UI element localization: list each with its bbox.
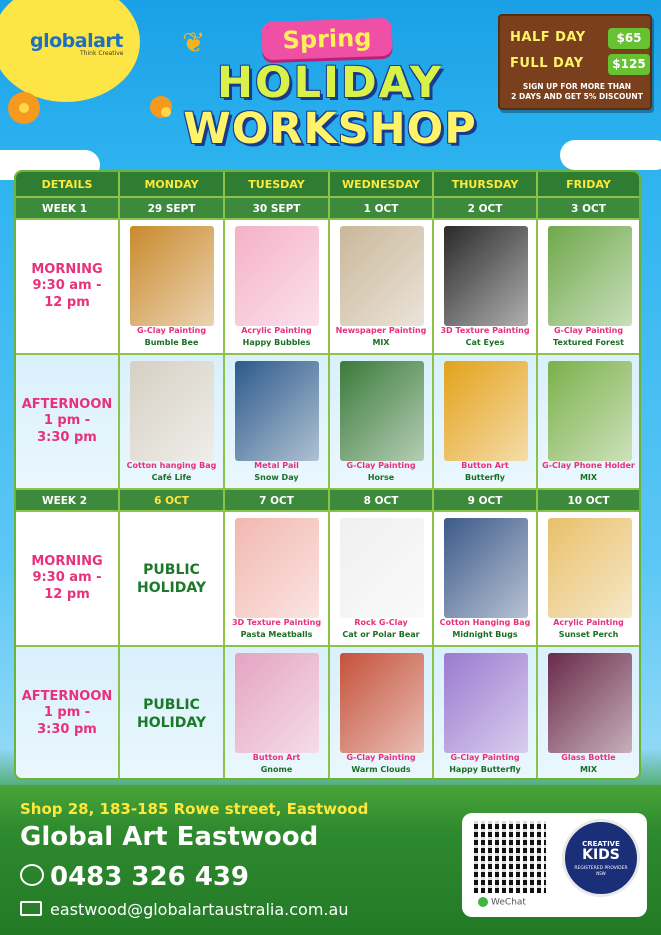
discount-note [506, 82, 648, 102]
activity-image [235, 361, 319, 461]
activity-card[interactable] [434, 647, 538, 780]
date-cell: 29 SEPT [120, 198, 225, 220]
wechat-label [478, 897, 526, 908]
cloud-decoration [560, 140, 661, 170]
column-header: THURSDAY [434, 172, 538, 198]
phone-text: 0483 326 439 [50, 862, 250, 892]
qr-pattern [474, 821, 546, 893]
email-icon [20, 901, 42, 916]
activity-subtitle: Happy Butterfly [449, 765, 521, 774]
activity-card[interactable] [538, 647, 641, 780]
activity-subtitle: Sunset Perch [558, 630, 619, 639]
half-day-price: $65 [608, 28, 650, 49]
date-cell: 8 OCT [330, 490, 434, 512]
activity-title: 3D Texture Painting [231, 618, 322, 627]
badge-line3: REGISTERED PROVIDER [574, 866, 628, 871]
activity-title: Button Art [461, 461, 509, 470]
half-day-row [510, 28, 650, 50]
activity-image [130, 361, 214, 461]
full-day-row [510, 54, 650, 76]
activity-image [130, 226, 214, 326]
activity-subtitle: Café Life [151, 473, 192, 482]
activity-subtitle: Cat or Polar Bear [342, 630, 420, 639]
session-label [16, 512, 120, 647]
price-board [498, 14, 652, 110]
session-name: AFTERNOON [21, 397, 113, 412]
activity-card[interactable] [330, 512, 434, 647]
activity-image [444, 226, 528, 326]
badge-line4: NSW [596, 871, 606, 876]
activity-image [235, 226, 319, 326]
activity-subtitle: Bumble Bee [144, 338, 199, 347]
qr-card [462, 813, 647, 917]
butterfly-icon: ❦ [182, 26, 206, 59]
activity-title: G-Clay Phone Holder [542, 461, 635, 470]
session-time-end: 12 pm [44, 295, 90, 310]
activity-card[interactable] [434, 355, 538, 490]
session-label [16, 355, 120, 490]
wechat-icon [478, 897, 488, 907]
creative-kids-badge [562, 819, 640, 897]
activity-image [340, 518, 424, 618]
session-label [16, 220, 120, 355]
activity-subtitle: Textured Forest [553, 338, 624, 347]
activity-image [340, 653, 424, 753]
activity-card[interactable] [538, 512, 641, 647]
column-header: DETAILS [16, 172, 120, 198]
activity-image [444, 518, 528, 618]
activity-image [340, 226, 424, 326]
activity-card[interactable] [120, 220, 225, 355]
column-header: WEDNESDAY [330, 172, 434, 198]
activity-title: Acrylic Painting [241, 326, 312, 335]
date-cell: 9 OCT [434, 490, 538, 512]
session-time-start: 9:30 am - [32, 278, 102, 293]
email-text: eastwood@globalartaustralia.com.au [50, 900, 349, 919]
activity-image [444, 653, 528, 753]
week-label: WEEK 1 [16, 198, 120, 220]
activity-image [548, 226, 632, 326]
activity-title: G-Clay Painting [450, 753, 520, 762]
email-address[interactable] [20, 900, 348, 919]
badge-line1: CREATIVE [582, 840, 620, 848]
column-header: FRIDAY [538, 172, 641, 198]
activity-subtitle: Warm Clouds [351, 765, 411, 774]
activity-title: Glass Bottle [561, 753, 616, 762]
public-holiday-cell: PUBLIC HOLIDAY [120, 512, 225, 647]
activity-title: Metal Pail [254, 461, 299, 470]
phone-number[interactable] [20, 862, 249, 892]
activity-card[interactable] [225, 355, 330, 490]
public-holiday-cell: PUBLIC HOLIDAY [120, 647, 225, 780]
session-name: MORNING [31, 554, 103, 569]
column-header: MONDAY [120, 172, 225, 198]
activity-subtitle: Snow Day [254, 473, 299, 482]
activity-title: 3D Texture Painting [440, 326, 530, 335]
activity-card[interactable] [330, 355, 434, 490]
full-day-label: FULL DAY [510, 56, 584, 71]
activity-card[interactable] [330, 220, 434, 355]
activity-title: Newspaper Painting [335, 326, 427, 335]
date-cell: 10 OCT [538, 490, 641, 512]
title-workshop: WORKSHOP [183, 104, 477, 154]
activity-subtitle: Cat Eyes [465, 338, 505, 347]
activity-card[interactable] [330, 647, 434, 780]
schedule-table [14, 170, 641, 780]
session-time-end: 12 pm [44, 587, 90, 602]
activity-image [235, 518, 319, 618]
activity-card[interactable] [225, 220, 330, 355]
activity-title: Cotton Hanging Bag [439, 618, 531, 627]
activity-subtitle: Gnome [260, 765, 293, 774]
logo-tagline: Think Creative [80, 50, 124, 57]
activity-image [235, 653, 319, 753]
date-cell: 30 SEPT [225, 198, 330, 220]
activity-title: Acrylic Painting [553, 618, 624, 627]
activity-title: G-Clay Painting [136, 326, 207, 335]
whatsapp-icon [20, 864, 44, 886]
title-holiday: HOLIDAY [217, 58, 443, 108]
flower-icon [8, 92, 40, 124]
business-name: Global Art Eastwood [20, 822, 319, 852]
activity-image [548, 518, 632, 618]
activity-title: Cotton hanging Bag [126, 461, 217, 470]
date-cell: 1 OCT [330, 198, 434, 220]
activity-card[interactable] [225, 512, 330, 647]
activity-subtitle: Butterfly [465, 473, 505, 482]
activity-card[interactable] [434, 512, 538, 647]
wechat-text: WeChat [491, 897, 526, 908]
activity-subtitle: Midnight Bugs [452, 630, 518, 639]
activity-title: G-Clay Painting [346, 753, 416, 762]
activity-subtitle: MIX [579, 765, 598, 774]
activity-card[interactable] [434, 220, 538, 355]
activity-subtitle: Happy Bubbles [242, 338, 311, 347]
session-time-start: 9:30 am - [32, 570, 102, 585]
activity-title: Button Art [252, 753, 301, 762]
full-day-price: $125 [608, 54, 650, 75]
session-label [16, 647, 120, 780]
date-cell: 6 OCT [120, 490, 225, 512]
discount-note-line1: SIGN UP FOR MORE THAN [522, 82, 632, 91]
session-name: MORNING [31, 262, 103, 277]
brand-logo[interactable] [30, 30, 140, 57]
activity-image [444, 361, 528, 461]
week-label: WEEK 2 [16, 490, 120, 512]
session-name: AFTERNOON [21, 689, 113, 704]
activity-title: G-Clay Painting [346, 461, 416, 470]
activity-subtitle: Pasta Meatballs [240, 630, 313, 639]
spring-banner [261, 18, 392, 61]
session-time-start: 1 pm - [43, 705, 91, 720]
activity-subtitle: MIX [579, 473, 598, 482]
activity-title: G-Clay Painting [553, 326, 624, 335]
session-time-start: 1 pm - [43, 413, 91, 428]
activity-image [548, 361, 632, 461]
logo-wordmark: globalart [30, 30, 123, 52]
activity-card[interactable] [225, 647, 330, 780]
date-cell: 2 OCT [434, 198, 538, 220]
activity-card[interactable] [538, 355, 641, 490]
half-day-label: HALF DAY [510, 30, 586, 45]
spring-text: Spring [282, 23, 372, 55]
activity-subtitle: MIX [372, 338, 390, 347]
activity-subtitle: Horse [367, 473, 395, 482]
activity-image [548, 653, 632, 753]
activity-title: Rock G-Clay [354, 618, 408, 627]
address: Shop 28, 183-185 Rowe street, Eastwood [20, 800, 369, 818]
session-time-end: 3:30 pm [37, 722, 97, 737]
column-header: TUESDAY [225, 172, 330, 198]
discount-note-line2: 2 DAYS AND GET 5% DISCOUNT [511, 92, 643, 101]
badge-line2: KIDS [582, 847, 620, 863]
activity-card[interactable] [538, 220, 641, 355]
activity-card[interactable] [120, 355, 225, 490]
session-time-end: 3:30 pm [37, 430, 97, 445]
date-cell: 3 OCT [538, 198, 641, 220]
flower-icon [150, 96, 172, 118]
date-cell: 7 OCT [225, 490, 330, 512]
activity-image [340, 361, 424, 461]
